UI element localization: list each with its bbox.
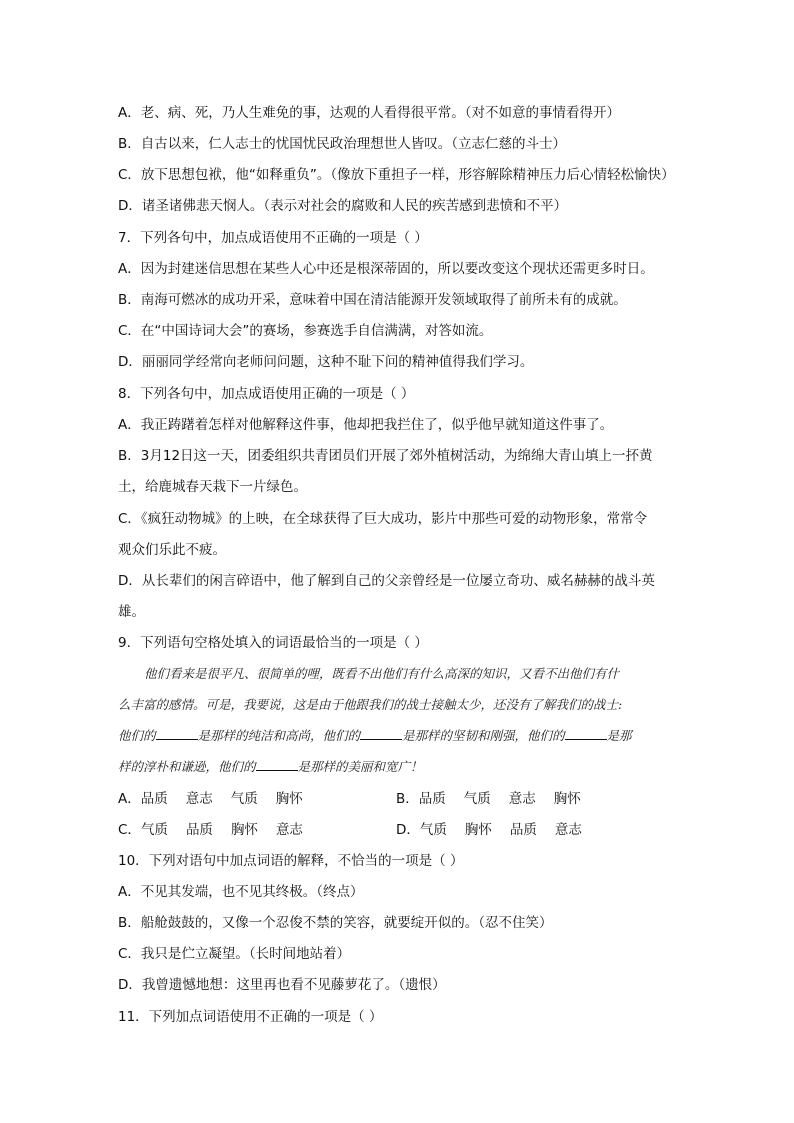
q8-option-c: C．《疯狂动物城》的上映，在全球获得了巨大成功，影片中那些可爱的动物形象，常常令	[118, 511, 648, 527]
passage-line-4	[118, 751, 680, 782]
passage-line-1: 他们看来是很平凡、很简单的哩，既看不出他们有什么高深的知识，又看不出他们有什	[144, 666, 620, 681]
q7-option-d: D．丽丽同学经常向老师问问题，这种不耻下问的精神值得我们学习。	[118, 354, 534, 370]
passage-text: 是那样的纯洁和高尚，他们的	[197, 728, 361, 743]
q9-passage	[118, 658, 680, 782]
q9-option-c: C．气质 品质 胸怀 意志	[118, 822, 303, 838]
q7-option-c: C．在“中国诗词大会”的赛场，参赛选手自信满满，对答如流。	[118, 323, 493, 339]
passage-text: 是那	[606, 728, 632, 743]
q8-option-a: A．我正踌躇着怎样对他解释这件事，他却把我拦住了，似乎他早就知道这件事了。	[118, 417, 614, 433]
q8-option-d-cont: 雄。	[118, 604, 145, 620]
fill-blank	[360, 726, 402, 740]
passage-text: 是那样的坚韧和刚强，他们的	[402, 728, 565, 743]
question-9: 9．下列语句空格处填入的词语最恰当的一项是（ ）	[118, 635, 428, 651]
q8-option-c-cont: 观众们乐此不疲。	[118, 542, 226, 558]
fill-blank	[156, 726, 198, 740]
q9-option-b: B．品质 气质 意志 胸怀	[396, 791, 581, 807]
fill-blank	[565, 726, 607, 740]
q8-option-d: D．从长辈们的闲言碎语中，他了解到自己的父亲曾经是一位屡立奇功、威名赫赫的战斗英	[118, 573, 655, 589]
q9-option-a: A．品质 意志 气质 胸怀	[118, 791, 303, 807]
q9-option-d: D．气质 胸怀 品质 意志	[396, 822, 582, 838]
q10-option-c: C．我只是伫立凝望。（长时间地站着）	[118, 946, 351, 962]
q7-option-a: A．因为封建迷信思想在某些人心中还是根深蒂固的，所以要改变这个现状还需更多时日。	[118, 261, 654, 277]
passage-text: 是那样的美丽和宽广！	[297, 759, 423, 774]
q7-option-b: B．南海可燃冰的成功开采，意味着中国在清洁能源开发领域取得了前所未有的成就。	[118, 292, 627, 308]
q10-option-d: D．我曾遗憾地想：这里再也看不见藤萝花了。（遗恨）	[118, 977, 446, 993]
q6-option-b: B．自古以来，仁人志士的忧国忧民政治理想世人皆叹。（立志仁慈的斗士）	[118, 136, 567, 152]
q10-option-b: B．船舱鼓鼓的，又像一个忍俊不禁的笑容，就要绽开似的。（忍不住笑）	[118, 915, 553, 931]
passage-text: 样的淳朴和谦逊，他们的	[118, 759, 256, 774]
question-10: 10．下列对语句中加点词语的解释，不恰当的一项是（ ）	[118, 853, 464, 869]
passage-text: 他们的	[118, 728, 156, 743]
q6-option-a: A．老、病、死，乃人生难免的事，达观的人看得很平常。（对不如意的事情看得开）	[118, 105, 620, 121]
q6-option-c: C．放下思想包袱，他“如释重负”。（像放下重担子一样，形容解除精神压力后心情轻松愉快）	[118, 167, 675, 183]
question-8: 8．下列各句中，加点成语使用正确的一项是（ ）	[118, 386, 415, 402]
passage-line-3	[118, 720, 680, 751]
q8-option-b: B．3月12日这一天，团委组织共青团员们开展了郊外植树活动，为绵绵大青山填上一抔黄	[118, 448, 653, 464]
passage-line-2: 么丰富的感情。可是，我要说，这是由于他跟我们的战士接触太少，还没有了解我们的战士:	[118, 697, 623, 712]
q6-option-d: D．诸圣诸佛悲天悯人。（表示对社会的腐败和人民的疾苦感到悲愤和不平）	[118, 198, 568, 214]
fill-blank	[256, 757, 298, 771]
q10-option-a: A．不见其发端，也不见其终极。（终点）	[118, 884, 364, 900]
question-11: 11．下列加点词语使用不正确的一项是（ ）	[118, 1009, 383, 1025]
q8-option-b-cont: 土，给鹿城春天栽下一片绿色。	[118, 479, 307, 495]
question-7: 7．下列各句中，加点成语使用不正确的一项是（ ）	[118, 230, 428, 246]
